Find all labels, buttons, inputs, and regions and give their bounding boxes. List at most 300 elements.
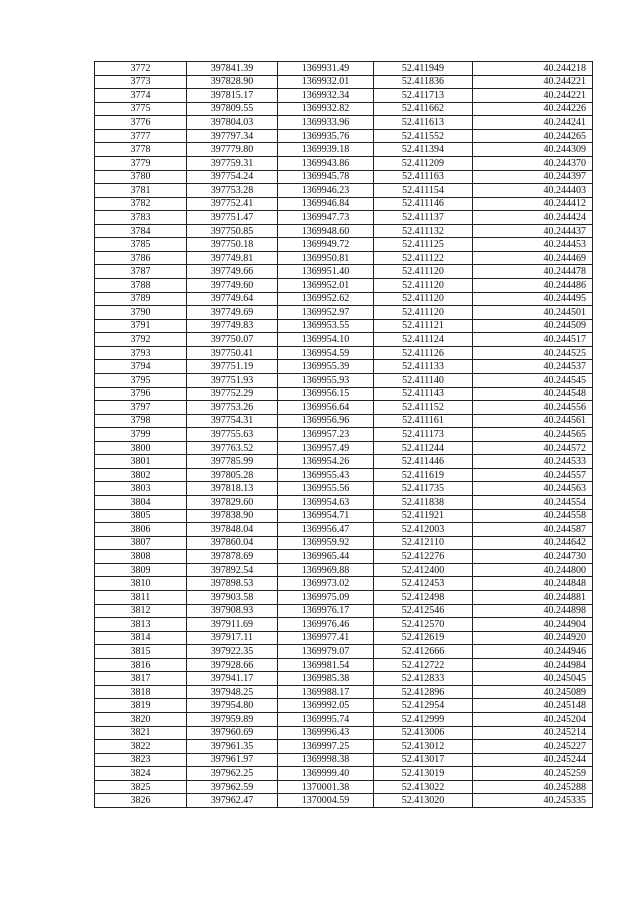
easting-cell: 397962.47 (187, 794, 278, 808)
latitude-cell: 52.411122 (374, 251, 473, 265)
point-id-cell: 3807 (95, 536, 187, 550)
point-id-cell: 3811 (95, 590, 187, 604)
longitude-cell: 40.244946 (473, 645, 593, 659)
point-id-cell: 3775 (95, 102, 187, 116)
northing-cell: 1369979.07 (278, 645, 374, 659)
table-row (95, 699, 593, 713)
table-row (95, 496, 593, 510)
easting-cell: 397797.34 (187, 129, 278, 143)
northing-cell: 1369952.01 (278, 279, 374, 293)
latitude-cell: 52.412954 (374, 699, 473, 713)
latitude-cell: 52.411244 (374, 441, 473, 455)
northing-cell: 1369975.09 (278, 590, 374, 604)
easting-cell: 397749.64 (187, 292, 278, 306)
northing-cell: 1369952.62 (278, 292, 374, 306)
point-id-cell: 3798 (95, 414, 187, 428)
point-id-cell: 3782 (95, 197, 187, 211)
northing-cell: 1369956.15 (278, 387, 374, 401)
point-id-cell: 3799 (95, 428, 187, 442)
point-id-cell: 3820 (95, 713, 187, 727)
northing-cell: 1369953.55 (278, 319, 374, 333)
table-row (95, 360, 593, 374)
latitude-cell: 52.411662 (374, 102, 473, 116)
point-id-cell: 3796 (95, 387, 187, 401)
northing-cell: 1369955.43 (278, 468, 374, 482)
northing-cell: 1369959.92 (278, 536, 374, 550)
easting-cell: 397785.99 (187, 455, 278, 469)
northing-cell: 1369952.97 (278, 306, 374, 320)
point-id-cell: 3825 (95, 780, 187, 794)
table-row (95, 238, 593, 252)
table-row (95, 170, 593, 184)
table-row (95, 577, 593, 591)
point-id-cell: 3773 (95, 75, 187, 89)
latitude-cell: 52.411120 (374, 265, 473, 279)
latitude-cell: 52.412400 (374, 563, 473, 577)
longitude-cell: 40.244920 (473, 631, 593, 645)
northing-cell: 1369949.72 (278, 238, 374, 252)
table-row (95, 468, 593, 482)
latitude-cell: 52.412666 (374, 645, 473, 659)
longitude-cell: 40.244881 (473, 590, 593, 604)
longitude-cell: 40.244265 (473, 129, 593, 143)
table-row (95, 536, 593, 550)
point-id-cell: 3802 (95, 468, 187, 482)
longitude-cell: 40.244370 (473, 156, 593, 170)
latitude-cell: 52.412722 (374, 658, 473, 672)
table-row (95, 265, 593, 279)
northing-cell: 1369950.81 (278, 251, 374, 265)
northing-cell: 1369977.41 (278, 631, 374, 645)
latitude-cell: 52.411124 (374, 333, 473, 347)
northing-cell: 1369954.59 (278, 346, 374, 360)
easting-cell: 397892.54 (187, 563, 278, 577)
table-row (95, 590, 593, 604)
point-id-cell: 3819 (95, 699, 187, 713)
northing-cell: 1369998.38 (278, 753, 374, 767)
latitude-cell: 52.411921 (374, 509, 473, 523)
longitude-cell: 40.244424 (473, 211, 593, 225)
easting-cell: 397763.52 (187, 441, 278, 455)
northing-cell: 1370001.38 (278, 780, 374, 794)
point-id-cell: 3810 (95, 577, 187, 591)
northing-cell: 1369956.96 (278, 414, 374, 428)
northing-cell: 1369948.60 (278, 224, 374, 238)
easting-cell: 397751.93 (187, 373, 278, 387)
northing-cell: 1369973.02 (278, 577, 374, 591)
easting-cell: 397754.24 (187, 170, 278, 184)
easting-cell: 397962.25 (187, 767, 278, 781)
latitude-cell: 52.411619 (374, 468, 473, 482)
northing-cell: 1369935.76 (278, 129, 374, 143)
latitude-cell: 52.411154 (374, 184, 473, 198)
longitude-cell: 40.244517 (473, 333, 593, 347)
latitude-cell: 52.413006 (374, 726, 473, 740)
easting-cell: 397805.28 (187, 468, 278, 482)
longitude-cell: 40.244226 (473, 102, 593, 116)
table-row (95, 387, 593, 401)
easting-cell: 397962.59 (187, 780, 278, 794)
table-row (95, 129, 593, 143)
northing-cell: 1369951.40 (278, 265, 374, 279)
point-id-cell: 3783 (95, 211, 187, 225)
northing-cell: 1369957.23 (278, 428, 374, 442)
easting-cell: 397779.80 (187, 143, 278, 157)
point-id-cell: 3803 (95, 482, 187, 496)
point-id-cell: 3818 (95, 685, 187, 699)
easting-cell: 397898.53 (187, 577, 278, 591)
latitude-cell: 52.411161 (374, 414, 473, 428)
northing-cell: 1369996.43 (278, 726, 374, 740)
easting-cell: 397828.90 (187, 75, 278, 89)
table-row (95, 794, 593, 808)
northing-cell: 1369956.47 (278, 523, 374, 537)
latitude-cell: 52.411125 (374, 238, 473, 252)
northing-cell: 1369956.64 (278, 401, 374, 415)
table-row (95, 658, 593, 672)
point-id-cell: 3815 (95, 645, 187, 659)
northing-cell: 1369997.25 (278, 740, 374, 754)
latitude-cell: 52.412498 (374, 590, 473, 604)
point-id-cell: 3790 (95, 306, 187, 320)
latitude-cell: 52.413012 (374, 740, 473, 754)
table-row (95, 713, 593, 727)
northing-cell: 1369954.63 (278, 496, 374, 510)
longitude-cell: 40.244556 (473, 401, 593, 415)
table-row (95, 62, 593, 76)
point-id-cell: 3800 (95, 441, 187, 455)
easting-cell: 397960.69 (187, 726, 278, 740)
northing-cell: 1369932.82 (278, 102, 374, 116)
point-id-cell: 3826 (95, 794, 187, 808)
longitude-cell: 40.244397 (473, 170, 593, 184)
point-id-cell: 3804 (95, 496, 187, 510)
northing-cell: 1369939.18 (278, 143, 374, 157)
longitude-cell: 40.244437 (473, 224, 593, 238)
longitude-cell: 40.244501 (473, 306, 593, 320)
northing-cell: 1369943.86 (278, 156, 374, 170)
northing-cell: 1369992.05 (278, 699, 374, 713)
northing-cell: 1369954.10 (278, 333, 374, 347)
longitude-cell: 40.244509 (473, 319, 593, 333)
easting-cell: 397749.81 (187, 251, 278, 265)
table-row (95, 279, 593, 293)
easting-cell: 397928.66 (187, 658, 278, 672)
point-id-cell: 3792 (95, 333, 187, 347)
longitude-cell: 40.244453 (473, 238, 593, 252)
easting-cell: 397878.69 (187, 550, 278, 564)
northing-cell: 1369954.26 (278, 455, 374, 469)
point-id-cell: 3816 (95, 658, 187, 672)
easting-cell: 397829.60 (187, 496, 278, 510)
latitude-cell: 52.411838 (374, 496, 473, 510)
table-row (95, 197, 593, 211)
northing-cell: 1369965.44 (278, 550, 374, 564)
table-row (95, 116, 593, 130)
table-row (95, 482, 593, 496)
northing-cell: 1369976.46 (278, 618, 374, 632)
point-id-cell: 3789 (95, 292, 187, 306)
easting-cell: 397908.93 (187, 604, 278, 618)
latitude-cell: 52.413017 (374, 753, 473, 767)
northing-cell: 1370004.59 (278, 794, 374, 808)
point-id-cell: 3785 (95, 238, 187, 252)
point-id-cell: 3774 (95, 89, 187, 103)
longitude-cell: 40.244730 (473, 550, 593, 564)
table-row (95, 618, 593, 632)
longitude-cell: 40.244548 (473, 387, 593, 401)
table-row (95, 346, 593, 360)
easting-cell: 397941.17 (187, 672, 278, 686)
table-row (95, 89, 593, 103)
table-row (95, 251, 593, 265)
longitude-cell: 40.244486 (473, 279, 593, 293)
table-row (95, 631, 593, 645)
longitude-cell: 40.244495 (473, 292, 593, 306)
point-id-cell: 3805 (95, 509, 187, 523)
point-id-cell: 3794 (95, 360, 187, 374)
point-id-cell: 3779 (95, 156, 187, 170)
easting-cell: 397749.83 (187, 319, 278, 333)
point-id-cell: 3786 (95, 251, 187, 265)
point-id-cell: 3822 (95, 740, 187, 754)
longitude-cell: 40.244469 (473, 251, 593, 265)
latitude-cell: 52.412619 (374, 631, 473, 645)
northing-cell: 1369955.56 (278, 482, 374, 496)
easting-cell: 397911.69 (187, 618, 278, 632)
easting-cell: 397752.41 (187, 197, 278, 211)
latitude-cell: 52.411133 (374, 360, 473, 374)
table-row (95, 292, 593, 306)
table-row (95, 373, 593, 387)
longitude-cell: 40.244221 (473, 75, 593, 89)
easting-cell: 397753.26 (187, 401, 278, 415)
latitude-cell: 52.411120 (374, 292, 473, 306)
table-row (95, 414, 593, 428)
easting-cell: 397948.25 (187, 685, 278, 699)
latitude-cell: 52.412999 (374, 713, 473, 727)
table-row (95, 523, 593, 537)
easting-cell: 397809.55 (187, 102, 278, 116)
table-row (95, 726, 593, 740)
point-id-cell: 3809 (95, 563, 187, 577)
point-id-cell: 3797 (95, 401, 187, 415)
longitude-cell: 40.244642 (473, 536, 593, 550)
table-row (95, 780, 593, 794)
easting-cell: 397841.39 (187, 62, 278, 76)
table-row (95, 306, 593, 320)
latitude-cell: 52.411152 (374, 401, 473, 415)
longitude-cell: 40.244557 (473, 468, 593, 482)
easting-cell: 397804.03 (187, 116, 278, 130)
table-row (95, 645, 593, 659)
table-row (95, 143, 593, 157)
northing-cell: 1369931.49 (278, 62, 374, 76)
point-id-cell: 3813 (95, 618, 187, 632)
point-id-cell: 3781 (95, 184, 187, 198)
easting-cell: 397750.41 (187, 346, 278, 360)
longitude-cell: 40.245204 (473, 713, 593, 727)
latitude-cell: 52.413019 (374, 767, 473, 781)
longitude-cell: 40.244984 (473, 658, 593, 672)
northing-cell: 1369946.84 (278, 197, 374, 211)
table-row (95, 753, 593, 767)
latitude-cell: 52.411836 (374, 75, 473, 89)
table-row (95, 563, 593, 577)
longitude-cell: 40.244587 (473, 523, 593, 537)
latitude-cell: 52.411446 (374, 455, 473, 469)
northing-cell: 1369954.71 (278, 509, 374, 523)
table-row (95, 767, 593, 781)
northing-cell: 1369999.40 (278, 767, 374, 781)
table-row (95, 672, 593, 686)
easting-cell: 397753.28 (187, 184, 278, 198)
longitude-cell: 40.244525 (473, 346, 593, 360)
point-id-cell: 3784 (95, 224, 187, 238)
easting-cell: 397815.17 (187, 89, 278, 103)
latitude-cell: 52.411143 (374, 387, 473, 401)
latitude-cell: 52.411394 (374, 143, 473, 157)
northing-cell: 1369955.93 (278, 373, 374, 387)
latitude-cell: 52.411613 (374, 116, 473, 130)
point-id-cell: 3777 (95, 129, 187, 143)
longitude-cell: 40.245259 (473, 767, 593, 781)
latitude-cell: 52.412570 (374, 618, 473, 632)
northing-cell: 1369957.49 (278, 441, 374, 455)
point-id-cell: 3772 (95, 62, 187, 76)
easting-cell: 397959.89 (187, 713, 278, 727)
longitude-cell: 40.245148 (473, 699, 593, 713)
latitude-cell: 52.412546 (374, 604, 473, 618)
northing-cell: 1369976.17 (278, 604, 374, 618)
latitude-cell: 52.411120 (374, 306, 473, 320)
point-id-cell: 3787 (95, 265, 187, 279)
table-row (95, 156, 593, 170)
northing-cell: 1369945.78 (278, 170, 374, 184)
point-id-cell: 3793 (95, 346, 187, 360)
easting-cell: 397751.19 (187, 360, 278, 374)
table-row (95, 333, 593, 347)
longitude-cell: 40.244904 (473, 618, 593, 632)
easting-cell: 397860.04 (187, 536, 278, 550)
table-row (95, 550, 593, 564)
longitude-cell: 40.244554 (473, 496, 593, 510)
easting-cell: 397754.31 (187, 414, 278, 428)
latitude-cell: 52.411120 (374, 279, 473, 293)
latitude-cell: 52.412453 (374, 577, 473, 591)
northing-cell: 1369985.38 (278, 672, 374, 686)
longitude-cell: 40.244848 (473, 577, 593, 591)
table-row (95, 184, 593, 198)
latitude-cell: 52.411163 (374, 170, 473, 184)
latitude-cell: 52.412003 (374, 523, 473, 537)
latitude-cell: 52.413020 (374, 794, 473, 808)
table-row (95, 604, 593, 618)
point-id-cell: 3808 (95, 550, 187, 564)
table-row (95, 685, 593, 699)
point-id-cell: 3795 (95, 373, 187, 387)
coordinate-table (94, 61, 593, 808)
latitude-cell: 52.411735 (374, 482, 473, 496)
point-id-cell: 3814 (95, 631, 187, 645)
longitude-cell: 40.244533 (473, 455, 593, 469)
point-id-cell: 3776 (95, 116, 187, 130)
longitude-cell: 40.244478 (473, 265, 593, 279)
longitude-cell: 40.245244 (473, 753, 593, 767)
easting-cell: 397749.60 (187, 279, 278, 293)
easting-cell: 397838.90 (187, 509, 278, 523)
longitude-cell: 40.244309 (473, 143, 593, 157)
longitude-cell: 40.244561 (473, 414, 593, 428)
northing-cell: 1369933.96 (278, 116, 374, 130)
point-id-cell: 3791 (95, 319, 187, 333)
longitude-cell: 40.245335 (473, 794, 593, 808)
latitude-cell: 52.411146 (374, 197, 473, 211)
point-id-cell: 3778 (95, 143, 187, 157)
table-row (95, 428, 593, 442)
easting-cell: 397961.97 (187, 753, 278, 767)
easting-cell: 397749.66 (187, 265, 278, 279)
longitude-cell: 40.244565 (473, 428, 593, 442)
easting-cell: 397751.47 (187, 211, 278, 225)
easting-cell: 397922.35 (187, 645, 278, 659)
table-row (95, 211, 593, 225)
point-id-cell: 3812 (95, 604, 187, 618)
table-row (95, 455, 593, 469)
latitude-cell: 52.412110 (374, 536, 473, 550)
northing-cell: 1369932.34 (278, 89, 374, 103)
longitude-cell: 40.244403 (473, 184, 593, 198)
easting-cell: 397752.29 (187, 387, 278, 401)
longitude-cell: 40.245045 (473, 672, 593, 686)
easting-cell: 397961.35 (187, 740, 278, 754)
latitude-cell: 52.411121 (374, 319, 473, 333)
latitude-cell: 52.411209 (374, 156, 473, 170)
table-row (95, 441, 593, 455)
easting-cell: 397750.07 (187, 333, 278, 347)
longitude-cell: 40.244537 (473, 360, 593, 374)
easting-cell: 397759.31 (187, 156, 278, 170)
table-row (95, 319, 593, 333)
point-id-cell: 3801 (95, 455, 187, 469)
northing-cell: 1369988.17 (278, 685, 374, 699)
longitude-cell: 40.244221 (473, 89, 593, 103)
northing-cell: 1369946.23 (278, 184, 374, 198)
latitude-cell: 52.413022 (374, 780, 473, 794)
easting-cell: 397917.11 (187, 631, 278, 645)
easting-cell: 397750.18 (187, 238, 278, 252)
latitude-cell: 52.411140 (374, 373, 473, 387)
longitude-cell: 40.244218 (473, 62, 593, 76)
longitude-cell: 40.244558 (473, 509, 593, 523)
easting-cell: 397749.69 (187, 306, 278, 320)
easting-cell: 397818.13 (187, 482, 278, 496)
latitude-cell: 52.411713 (374, 89, 473, 103)
latitude-cell: 52.412276 (374, 550, 473, 564)
longitude-cell: 40.244563 (473, 482, 593, 496)
longitude-cell: 40.244898 (473, 604, 593, 618)
point-id-cell: 3821 (95, 726, 187, 740)
northing-cell: 1369969.88 (278, 563, 374, 577)
easting-cell: 397954.80 (187, 699, 278, 713)
longitude-cell: 40.244545 (473, 373, 593, 387)
latitude-cell: 52.411552 (374, 129, 473, 143)
latitude-cell: 52.411949 (374, 62, 473, 76)
northing-cell: 1369981.54 (278, 658, 374, 672)
latitude-cell: 52.411132 (374, 224, 473, 238)
table-row (95, 509, 593, 523)
latitude-cell: 52.411173 (374, 428, 473, 442)
